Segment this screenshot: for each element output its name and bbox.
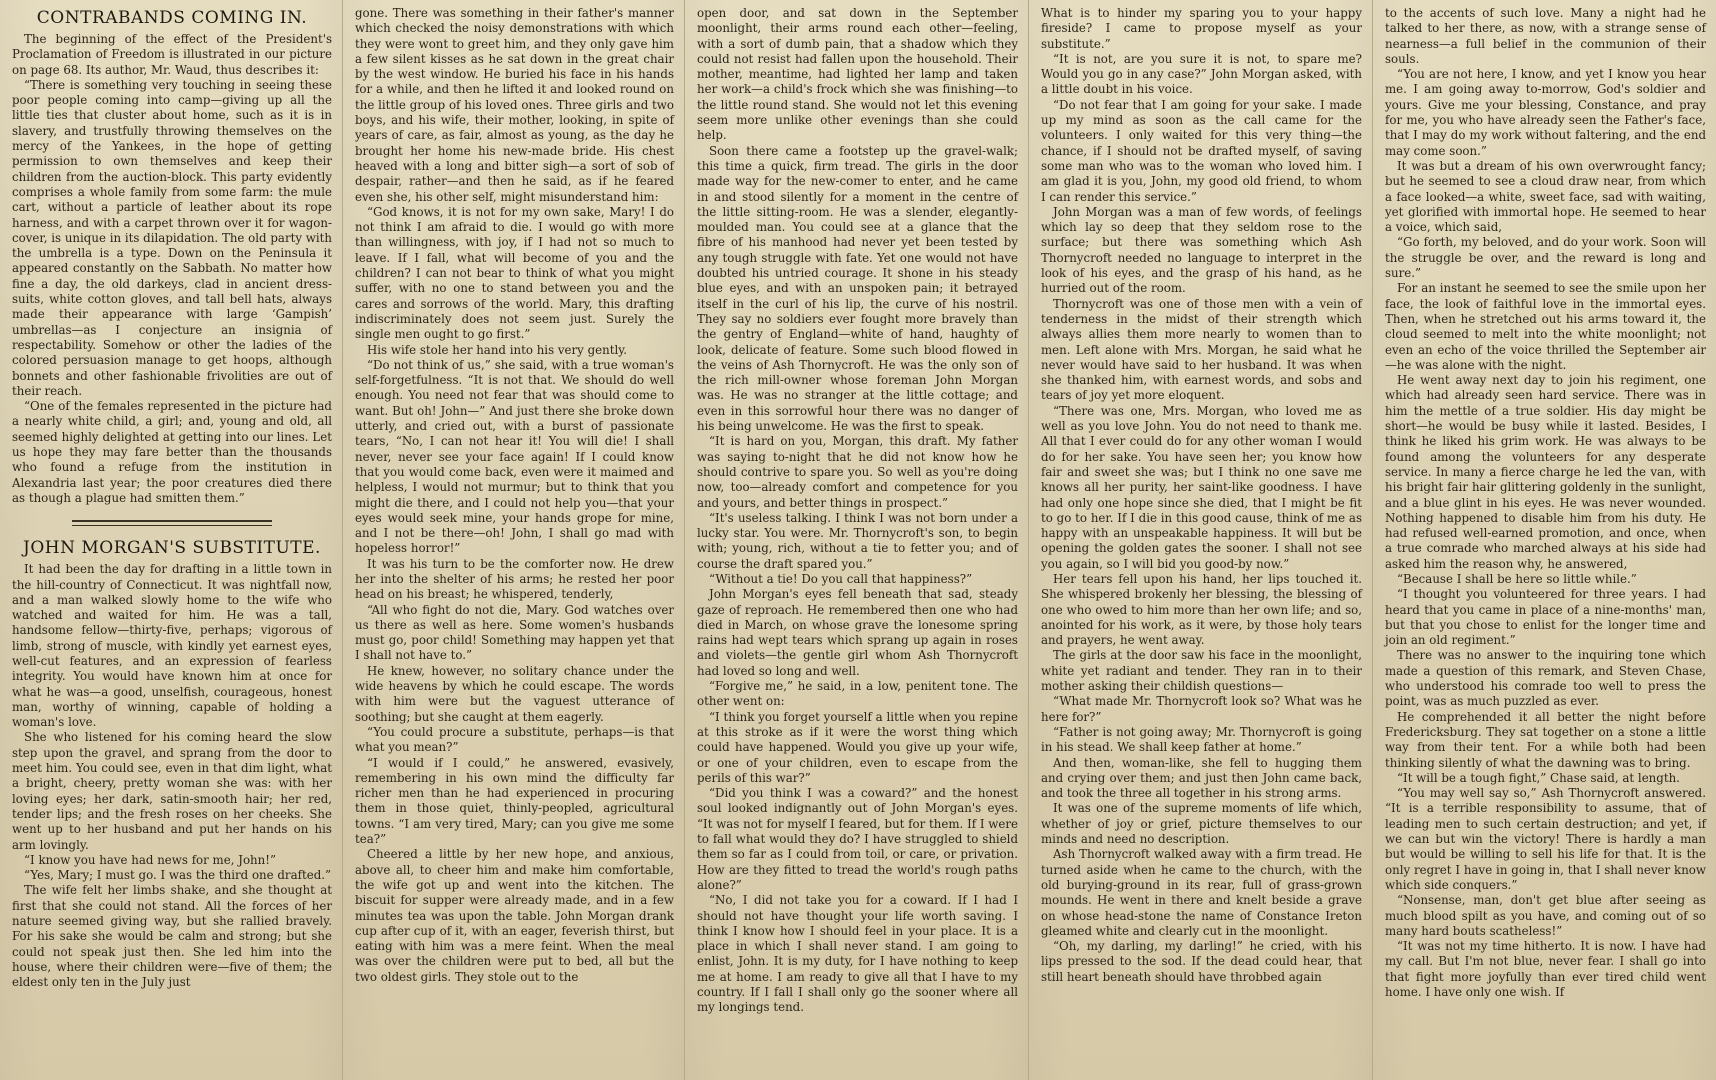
paragraph: “It's useless talking. I think I was not born under a lucky star. You were. Mr. Thornycroft's son, to begin with; young, rich, without a tie to fetter you; and of course the draft spared you.” [697, 510, 1018, 571]
paragraph: “It was not my time hitherto. It is now. I have had my call. But I'm not blue, never fear. I shall go into that fight more joyfully than ever tired child went home. I have only one wish. If [1385, 939, 1706, 999]
paragraph: “There is something very touching in seeing these poor people coming into camp—giving up all the little ties that cluster about home, such as it is in slavery, and trustfully throwing themselves on the mercy of the Yankees, in the hope of getting permission to own themselves and keep their children from the auction-block. This party evidently comprises a whole family from some farm: the mule cart, without a particle of leather about its rope harness, and with a carpet thrown over it for wagon-cover, is unique in its dilapidation. The old party with the umbrella is a type. Down on the Peninsula it appeared constantly on the Sabbath. No matter how fine a day, the old darkeys, clad in ancient dress-suits, white cotton gloves, and tall bell hats, always made their appearance with large ‘Gampish’ umbrellas—as I conjecture an insignia of respectability. Somehow or other the ladies of the colored persuasion manage to get hoops, although bonnets and other fashionable frivolities are out of their reach. [12, 77, 332, 398]
paragraph: “Father is not going away; Mr. Thornycroft is going in his stead. We shall keep father at home.” [1041, 724, 1362, 755]
paragraph: Her tears fell upon his hand, her lips touched it. She whispered brokenly her blessing, the blessing of one who owed to him more than her own life; and so, anointed for his work, as it were, by those holy tears and prayers, he went away. [1041, 571, 1362, 648]
paragraph: “I would if I could,” he answered, evasively, remembering in his own mind the difficulty far richer men than he had experienced in procuring them in those quiet, thinly-peopled, agricultural towns. “I am very tired, Mary; can you give me some tea?” [355, 755, 674, 847]
paragraph: It was but a dream of his own overwrought fancy; but he seemed to see a cloud draw near, from which a face looked—a white, sweet face, sad with waiting, yet glorified with immortal hope. He seemed to hear a voice, which said, [1385, 158, 1706, 235]
paragraph: “Do not think of us,” she said, with a true woman's self-forgetfulness. “It is not that. We should do well enough. You need not fear that was should come to want. But oh! John—” And just there she broke down utterly, and cried out, with a burst of passionate tears, “No, I can not hear it! You will die! I shall never, never see your face again! If I could know that you would come back, even were it maimed and helpless, I would not murmur; but to think that you might die there, and I could not help you—that your eyes would seek mine, your hands grope for mine, and I not be there—oh! John, I shall go mad with hopeless horror!” [355, 357, 674, 556]
paragraph: “Because I shall be here so little while.” [1397, 571, 1637, 586]
paragraph: Thornycroft was one of those men with a vein of tenderness in the midst of their strength which always allies them more nearly to women than to men. Left alone with Mrs. Morgan, he said what he never would have said to her husband. It was when she thanked him, with earnest words, and sobs and tears of joy yet more eloquent. [1041, 296, 1362, 403]
paragraph: What is to hinder my sparing you to your happy fireside? I came to propose myself as your substitute.” [1041, 6, 1362, 51]
paragraph: Cheered a little by her new hope, and anxious, above all, to cheer him and make him comfortable, the wife got up and went into the kitchen. The biscuit for supper were already made, and in a few minutes tea was upon the table. John Morgan drank cup after cup of it, with an eager, feverish thirst, but eating with him was a mere feint. When the meal was over the children were put to bed, all but the two oldest girls. They stole out to the [355, 847, 674, 984]
paragraph: “You may well say so,” Ash Thornycroft answered. “It is a terrible responsibility to assume, that of leading men to such certain destruction; and yet, if we can but win the victory! There is hardly a man but would be willing to sell his life for that. It is the only regret I have in going in, that I shall never know which side conquers.” [1385, 786, 1706, 892]
paragraph: And then, woman-like, she fell to hugging them and crying over them; and just then John came back, and took the three all together in his strong arms. [1041, 755, 1362, 801]
paragraph: The wife felt her limbs shake, and she thought at first that she could not stand. All the forces of her nature seemed giving way, but she rallied bravely. For his sake she would be calm and strong; but she could not speak just then. She led him into the house, where their children were—five of them; the eldest only ten in the July just [12, 883, 332, 990]
paragraph: “Do not fear that I am going for your sake. I made up my mind as soon as the call came for the volunteers. I only waited for this very thing—the chance, if I should not be drafted myself, of saving some man who was to the woman who loved him. I am glad it is you, John, my good old friend, to whom I can render this service.” [1041, 97, 1362, 204]
article-substitute-body-col1 [12, 562, 332, 990]
paragraph: “God knows, it is not for my own sake, Mary! I do not think I am afraid to die. I would go with more than willingness, with joy, if I had not so much to leave. If I fall, what will become of you and the children? I can not bear to think of what you might suffer, with no one to stand between you and the cares and sorrows of the world. Mary, this drafting indiscriminately does not seem just. Surely the single men ought to go first.” [355, 204, 674, 342]
paragraph: “What made Mr. Thornycroft look so? What was he here for?” [1041, 694, 1362, 724]
paragraph: “One of the females represented in the picture had a nearly white child, a girl; and, young and old, all seemed highly delighted at getting into our lines. Let us hope they may fare better than the thousands who found a refuge from the institution in Alexandria last year; the poor creatures died there as though a plague had smitten them.” [12, 399, 332, 505]
paragraph: John Morgan was a man of few words, of feelings which lay so deep that they seldom rose to the surface; but there was something which Ash Thornycroft needed no language to interpret in the look of his eyes, and the grasp of his hand, as he hurried out of the room. [1041, 204, 1362, 296]
paragraph: “I know you have had news for me, John!” [24, 852, 277, 867]
paragraph: “I thought you volunteered for three years. I had heard that you came in place of a nine-months' man, but that you chose to enlist for the longer time and join an old regiment.” [1385, 587, 1706, 648]
paragraph: “I think you forget yourself a little when you repine at this stroke as if it were the worst thing which could have happened. Would you give up your wife, or one of your children, even to escape from the perils of this war?” [697, 709, 1018, 785]
article-contrabands-body [12, 32, 332, 506]
paragraph: to the accents of such love. Many a night had he talked to her there, as now, with a strange sense of nearness—a full belief in the communion of their souls. [1385, 6, 1706, 66]
column-4 [1029, 0, 1373, 1080]
paragraph: “Oh, my darling, my darling!” he cried, with his lips pressed to the sod. If the dead could hear, that still heart beneath should have throbbed again [1041, 939, 1362, 984]
paragraph: “Did you think I was a coward?” and the honest soul looked indignantly out of John Morgan's eyes. “It was not for myself I feared, but for them. If I were to fall what would they do? I have struggled to shield them so far as I could from toil, or care, or privation. How are they fitted to tread the world's rough paths alone?” [697, 786, 1018, 892]
paragraph: “You could procure a substitute, perhaps—is that what you mean?” [355, 724, 674, 755]
paragraph: It was one of the supreme moments of life which, whether of joy or grief, picture themselves to our minds and need no description. [1041, 801, 1362, 847]
paragraph: gone. There was something in their father's manner which checked the noisy demonstrations with which they were wont to greet him, and they only gave him a few silent kisses as he sat down in the great chair by the west window. He buried his face in his hands for a while, and then he lifted it and looked round on the little group of his loved ones. Three girls and two boys, and his wife, their mother, looking, in spite of years of care, as fair, almost as young, as the day he brought her home his new-made bride. His chest heaved with a long and bitter sigh—a sort of sob of despair, rather—and then he said, as if he feared even she, his other self, might misunderstand him: [355, 6, 674, 204]
paragraph: open door, and sat down in the September moonlight, their arms round each other—feeling, with a sort of dumb pain, that a shadow which they could not resist had fallen upon the household. Their mother, meantime, had lighted her lamp and taken her work—a child's frock which she was finishing—to the little round stand. She would not let this evening seem more unlike other evenings than she could help. [697, 6, 1018, 143]
paragraph: “There was one, Mrs. Morgan, who loved me as well as you love John. You do not need to thank me. All that I ever could do for any other woman I would do for her sake. You have seen her; you know how fair and sweet she was; but I think no one save me knows all her purity, her saint-like goodness. I have had only one hope since she died, that I might be fit to go to her. If I die in this good cause, think of me as happy with an unspeakable happiness. It will but be opening the golden gates the sooner. I shall not see you again, so I will bid you good-by now.” [1041, 403, 1362, 571]
paragraph: He comprehended it all better the night before Fredericksburg. They sat together on a stone a little way from their tent. For a while both had been thinking silently of what the dawning was to bring. [1385, 709, 1706, 770]
paragraph: There was no answer to the inquiring tone which made a question of this remark, and Steven Chase, who understood his comrade too well to press the point, was as much puzzled as ever. [1385, 648, 1706, 709]
paragraph: He went away next day to join his regiment, one which had already seen hard service. There was in him the mettle of a true soldier. His day might be short—he would be busy while it lasted. Besides, I think he liked his grim work. He was always to be found among the volunteers for any desperate service. In many a fierce charge he led the van, with his bright fair hair glittering goldenly in the sunlight, and a blue glint in his eyes. He was never wounded. Nothing happened to disable him from his duty. He had refused well-earned promotion, and once, when a true comrade who marched always at his side had asked him the reason why, he answered, [1385, 373, 1706, 571]
paragraph: She who listened for his coming heard the slow step upon the gravel, and sprang from the door to meet him. You could see, even in that dim light, what a bright, cheery, pretty woman she was: with her loving eyes; her dark, satin-smooth hair; her red, tender lips; and the fresh roses on her cheeks. She went up to her husband and put her hands on his arm lovingly. [12, 730, 332, 852]
paragraph: “Forgive me,” he said, in a low, penitent tone. The other went on: [697, 679, 1018, 709]
paragraph: The girls at the door saw his face in the moonlight, white yet radiant and tender. They ran in to their mother asking their childish questions— [1041, 648, 1362, 694]
paragraph: For an instant he seemed to see the smile upon her face, the look of faithful love in the immortal eyes. Then, when he stretched out his arms toward it, the cloud seemed to melt into the white moonlight; not even an echo of the voice thrilled the September air—he was alone with the night. [1385, 281, 1706, 372]
paragraph: “No, I did not take you for a coward. If I had I should not have thought your life worth saving. I think I know how I should feel in your place. It is a place in which I shall never stand. I am going to enlist, John. It is my duty, for I have nothing to keep me at home. I am ready to give all that I have to my country. If I fall I shall only go the sooner where all my longings tend. [697, 893, 1018, 1015]
paragraph: The beginning of the effect of the President's Proclamation of Freedom is illustrated in our picture on page 68. Its author, Mr. Waud, thus describes it: [12, 32, 332, 77]
headline-john-morgans-substitute: JOHN MORGAN'S SUBSTITUTE. [23, 538, 321, 559]
paragraph: John Morgan's eyes fell beneath that sad, steady gaze of reproach. He remembered then one who had died in March, on whose grave the lonesome spring rains had wept tears which sprang up again in roses and violets—the gentle girl whom Ash Thornycroft had loved so long and well. [697, 587, 1018, 678]
column-2 [343, 0, 685, 1080]
paragraph: “It is not, are you sure it is not, to spare me? Would you go in any case?” John Morgan asked, with a little doubt in his voice. [1041, 51, 1362, 97]
paragraph: “It is hard on you, Morgan, this draft. My father was saying to-night that he did not know how he should contrive to spare you. So well as you're doing now, too—already comfort and competence for you and yours, and better things in prospect.” [697, 434, 1018, 510]
paragraph: It had been the day for drafting in a little town in the hill-country of Connecticut. It was nightfall now, and a man walked slowly home to the wife who watched and waited for him. He was a tall, handsome fellow—thirty-five, perhaps; vigorous of limb, strong of muscle, with kindly yet earnest eyes, well-cut features, and an expression of fearless integrity. You would have known him at once for what he was—a good, unselfish, courageous, honest man, worthy of winning, capable of holding a woman's love. [12, 562, 332, 730]
paragraph: It was his turn to be the comforter now. He drew her into the shelter of his arms; he rested her poor head on his breast; he whispered, tenderly, [355, 556, 674, 602]
paragraph: “Without a tie! Do you call that happiness?” [709, 571, 973, 586]
paragraph: Soon there came a footstep up the gravel-walk; this time a quick, firm tread. The girls in the door made way for the new-comer to enter, and he came in and stood silently for a moment in the centre of the little sitting-room. He was a slender, elegantly-moulded man. You could see at a glance that the fibre of his manhood had never yet been tested by any tough struggle with fate. Yet one would not have doubted his untried courage. It shone in his steady blue eyes, and with an unspoken pain; it betrayed itself in the curl of his lip, the curve of his nostril. They say no soldiers ever fought more bravely than the gentry of England—white of hand, haughty of look, delicate of feature. Some such blood flowed in the veins of Ash Thornycroft. He was the only son of the rich mill-owner whose foreman John Morgan was. He was no stranger at the little cottage; and even in this sorrowful hour there was no danger of his being unwelcome. He was the first to speak. [697, 143, 1018, 434]
paragraph: “All who fight do not die, Mary. God watches over us there as well as here. Some women's husbands must go, poor child! Something may happen yet that I shall not have to.” [355, 602, 674, 663]
section-divider [72, 520, 272, 526]
column-3 [685, 0, 1029, 1080]
column-5 [1373, 0, 1716, 1080]
paragraph: “Yes, Mary; I must go. I was the third one drafted.” [24, 868, 332, 883]
paragraph: “Nonsense, man, don't get blue after seeing as much blood spilt as you have, and coming out of so many hard bouts scatheless!” [1385, 893, 1706, 938]
headline-contrabands: CONTRABANDS COMING IN. [36, 8, 308, 28]
paragraph: His wife stole her hand into his very gently. [367, 342, 628, 357]
paragraph: “Go forth, my beloved, and do your work. Soon will the struggle be over, and the reward is long and sure.” [1385, 235, 1706, 281]
paragraph: Ash Thornycroft walked away with a firm tread. He turned aside when he came to the church, with the old burying-ground in its rear, full of grass-grown mounds. He went in there and knelt beside a grave on whose head-stone the name of Constance Ireton gleamed white and clearly cut in the moonlight. [1041, 847, 1362, 938]
paragraph: “You are not here, I know, and yet I know you hear me. I am going away to-morrow, God's soldier and yours. Give me your blessing, Constance, and pray for me, you who have already seen the Father's face, that I may do my work without faltering, and the end may come soon.” [1385, 67, 1706, 158]
column-1 [0, 0, 343, 1080]
paragraph: “It will be a tough fight,” Chase said, at length. [1397, 770, 1680, 785]
paragraph: He knew, however, no solitary chance under the wide heavens by which he could escape. The words with him were but the vaguest utterance of soothing; but she caught at them eagerly. [355, 663, 674, 724]
